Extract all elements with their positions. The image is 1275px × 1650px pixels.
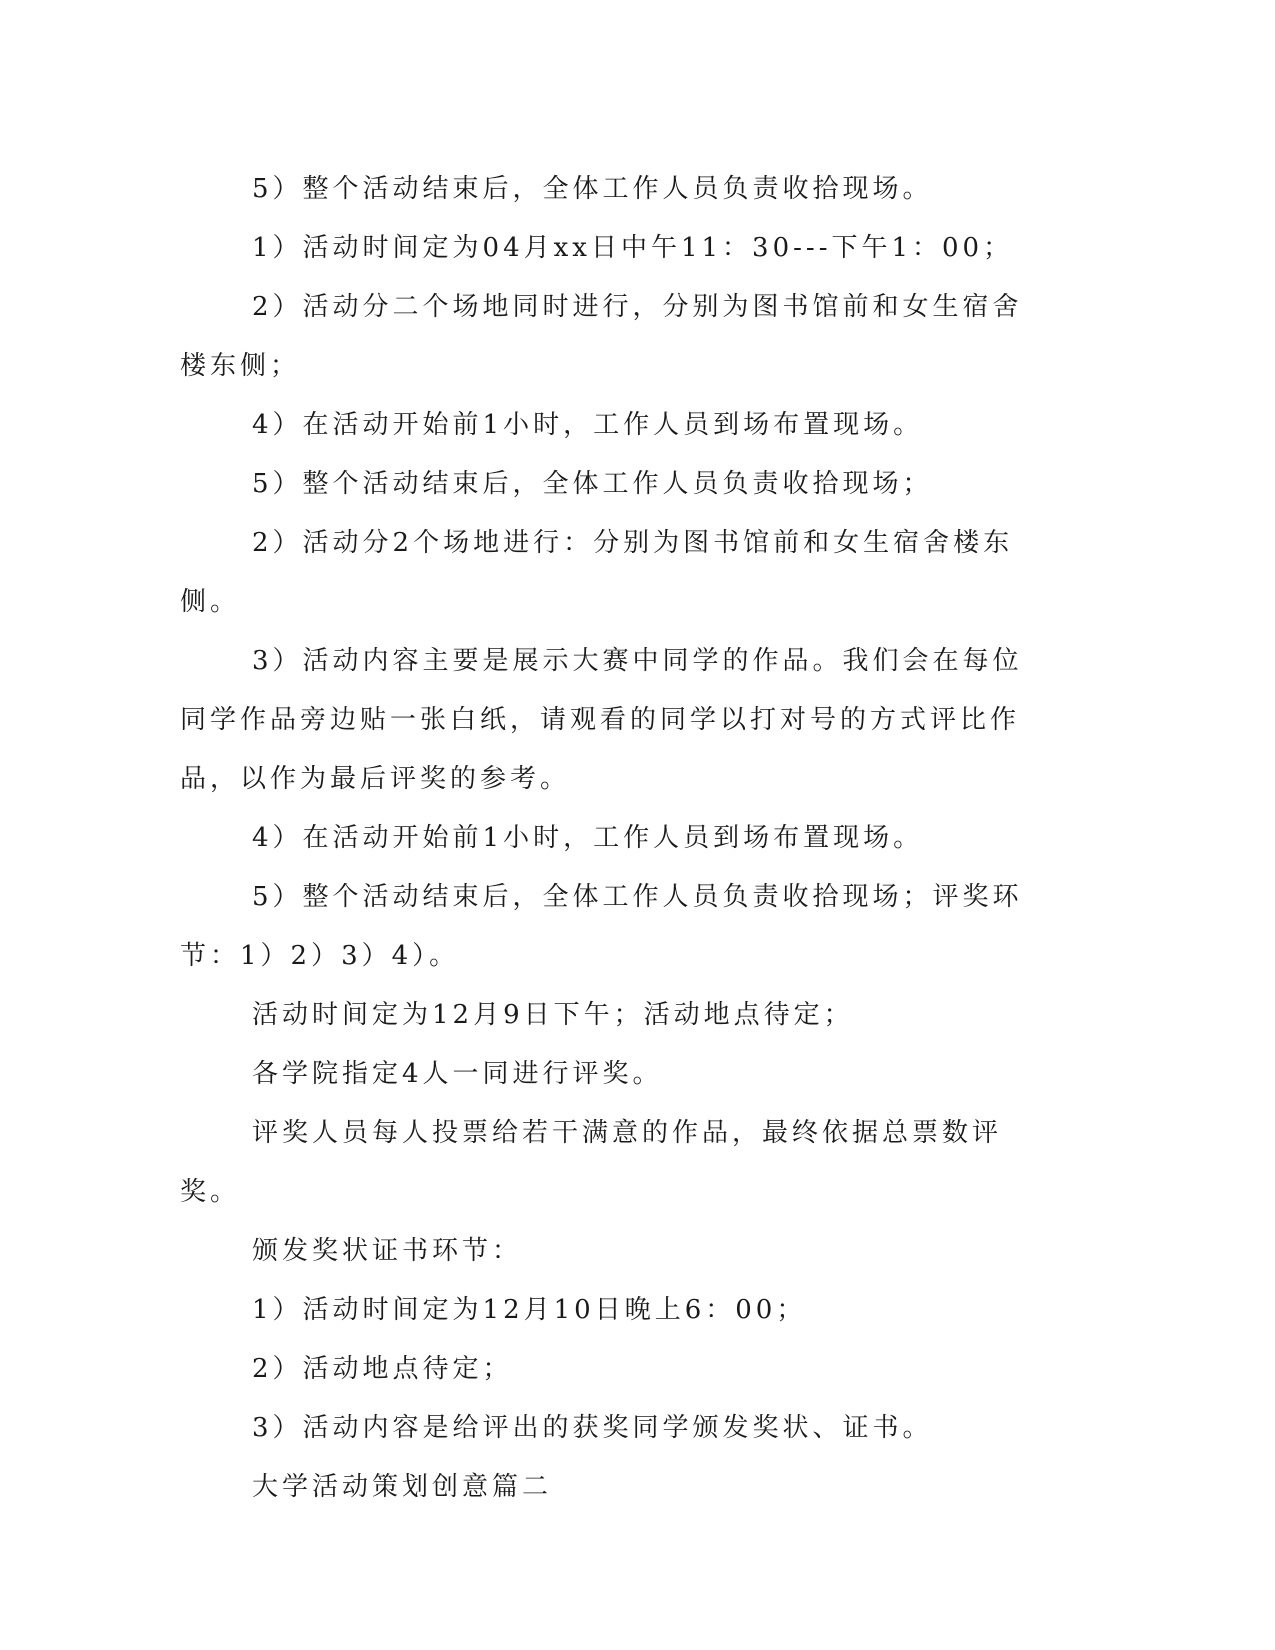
- paragraph: 评奖人员每人投票给若干满意的作品，最终依据总票数评奖。: [180, 1118, 1003, 1207]
- paragraph: 4）在活动开始前1小时，工作人员到场布置现场。: [252, 410, 924, 440]
- paragraph: 3）活动内容主要是展示大赛中同学的作品。我们会在每位同学作品旁边贴一张白纸，请观看的同学以打对号的方式评比作品，以作为最后评奖的参考。: [180, 646, 1023, 794]
- document-body: [180, 160, 1040, 1517]
- paragraph: 2）活动分二个场地同时进行，分别为图书馆前和女生宿舍楼东侧；: [180, 292, 1023, 381]
- paragraph: 3）活动内容是给评出的获奖同学颁发奖状、证书。: [252, 1413, 933, 1443]
- paragraph: 2）活动分2个场地进行：分别为图书馆前和女生宿舍楼东侧。: [180, 528, 1014, 617]
- paragraph: 2）活动地点待定；: [252, 1354, 513, 1384]
- section-heading: 大学活动策划创意篇二: [252, 1472, 553, 1502]
- paragraph: 5）整个活动结束后，全体工作人员负责收拾现场；评奖环节：1）2）3）4）。: [180, 882, 1023, 971]
- paragraph: 4）在活动开始前1小时，工作人员到场布置现场。: [252, 823, 924, 853]
- paragraph: 各学院指定4人一同进行评奖。: [252, 1059, 663, 1089]
- paragraph: 5）整个活动结束后，全体工作人员负责收拾现场。: [252, 174, 933, 204]
- paragraph: 活动时间定为12月9日下午；活动地点待定；: [252, 1000, 854, 1030]
- paragraph: 1）活动时间定为04月xx日中午11：30---下午1：00；: [252, 233, 1014, 263]
- paragraph: 5）整个活动结束后，全体工作人员负责收拾现场；: [252, 469, 933, 499]
- paragraph: 1）活动时间定为12月10日晚上6：00；: [252, 1295, 807, 1325]
- paragraph: 颁发奖状证书环节：: [252, 1236, 523, 1266]
